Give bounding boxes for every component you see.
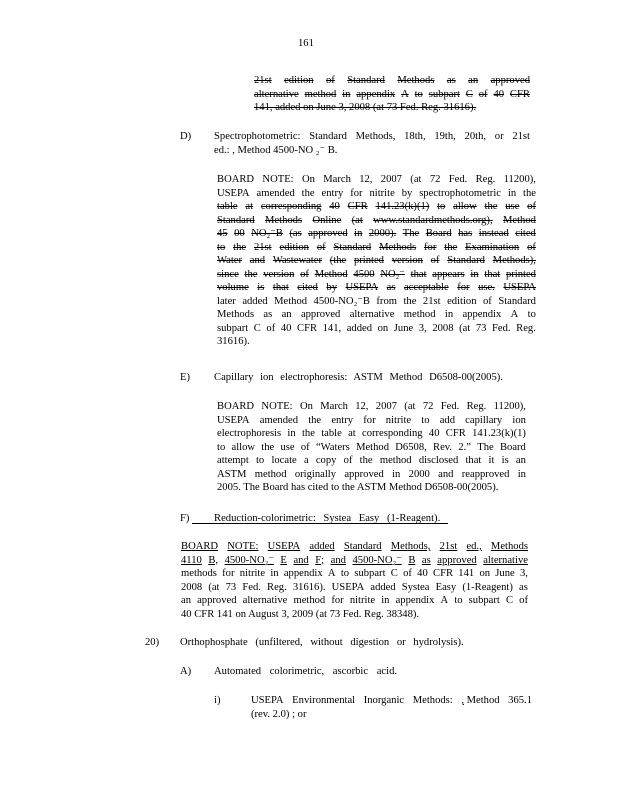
item-f-text: Reduction-colorimetric: Systea Easy (1-Reagent). bbox=[214, 513, 441, 524]
note-f-line: BOARD NOTE: USEPA added Standard Methods, 21st ed., Methods bbox=[181, 541, 528, 552]
note-d-line: to the 21st edition of Standard Methods for the Examination of bbox=[217, 241, 536, 253]
note-f-line: methods for nitrite in appendix A to subpart C of 40 CFR 141 on June 3, bbox=[181, 568, 528, 579]
note-e-line: to allow the use of “Waters Method D6508, Rev. 2.” The Board bbox=[217, 441, 526, 453]
item-d-line2: ed.: , Method 4500-NO ₂⁻ B. bbox=[214, 145, 338, 156]
top-block-line: 141, added on June 3, 2008 (at 73 Fed. Reg. 31616). bbox=[254, 102, 477, 113]
item-20a-i-line1: USEPA Environmental Inorganic Methods: , Method 365.1 bbox=[251, 695, 532, 706]
note-d-line: volume is that cited by USEPA as acceptable for use. USEPA bbox=[217, 282, 536, 293]
item-d-marker: D) bbox=[180, 131, 192, 142]
note-e-line: USEPA amended the entry for nitrite to add capillary ion bbox=[217, 414, 526, 426]
note-f-line: 40 CFR 141 on August 3, 2009 (at 73 Fed. Reg. 38348). bbox=[181, 608, 420, 620]
note-d-line: Methods as an approved alternative method in appendix A to bbox=[217, 309, 536, 320]
top-block-line: 21st edition of Standard Methods as an approved bbox=[254, 75, 530, 86]
note-e-line: 2005. The Board has cited to the ASTM Method D6508-00(2005). bbox=[217, 482, 499, 493]
item-20a-i-marker: i) bbox=[214, 695, 221, 706]
page-number: 161 bbox=[298, 38, 314, 49]
note-f-line: an approved alternative method for nitrite in appendix A to subpart C of bbox=[181, 595, 528, 606]
note-d-line: Water and Wastewater (the printed version of Standard Methods), bbox=[217, 255, 536, 266]
item-e-marker: E) bbox=[180, 372, 190, 383]
note-e-line: electrophoresis in the table at corresponding 40 CFR 141.23(k)(1) bbox=[217, 428, 526, 439]
note-f-line: 4110 B, 4500-NO₂⁻ E and F; and 4500-NO₂⁻ B as approved alternative bbox=[181, 554, 528, 566]
note-d-line: 31616). bbox=[217, 336, 250, 347]
note-e-line: attempt to locate a copy of the method disclosed that it is an bbox=[217, 455, 526, 466]
item-20-text: Orthophosphate (unfiltered, without digestion or hydrolysis). bbox=[180, 637, 464, 648]
item-20-marker: 20) bbox=[145, 637, 160, 648]
item-20a-text: Automated colorimetric, ascorbic acid. bbox=[214, 666, 398, 677]
note-e-line: BOARD NOTE: On March 12, 2007 (at 72 Fed. Reg. 11200), bbox=[217, 401, 526, 412]
item-20a-marker: A) bbox=[180, 666, 192, 677]
note-d-line: 45 00 NO₂⁻B (as approved in 2000). The Board has instead cited bbox=[217, 228, 536, 239]
note-d-line: subpart C of 40 CFR 141, added on June 3, 2008 (at 73 Fed. Reg. bbox=[217, 322, 536, 334]
note-d-line: later added Method 4500-NO₂⁻B from the 21st edition of Standard bbox=[217, 295, 536, 307]
top-block-line: alternative method in appendix A to subpart C of 40 CFR bbox=[254, 88, 530, 100]
item-f-marker: F) bbox=[180, 513, 190, 524]
note-f-line: 2008 (at 73 Fed. Reg. 31616). USEPA added Systea Easy (1-Reagent) as bbox=[181, 581, 528, 593]
note-d-line: USEPA amended the entry for nitrite by spectrophotometric in the bbox=[217, 187, 536, 199]
item-20a-i-line2: (rev. 2.0) ; or bbox=[251, 709, 307, 720]
item-e-text: Capillary ion electrophoresis: ASTM Method D6508-00(2005). bbox=[214, 372, 503, 383]
note-d-line: Standard Methods Online (at www.standardmethods.org), Method bbox=[217, 214, 536, 226]
note-d-line: BOARD NOTE: On March 12, 2007 (at 72 Fed. Reg. 11200), bbox=[217, 174, 536, 185]
item-d-line1: Spectrophotometric: Standard Methods, 18th, 19th, 20th, or 21st bbox=[214, 131, 530, 142]
note-e-line: ASTM method originally approved in 2000 and reapproved in bbox=[217, 468, 526, 480]
note-d-line: since the version of Method 4500 NO₂⁻ that appears in that printed bbox=[217, 268, 536, 280]
note-d-line: table at corresponding 40 CFR 141.23(k)(1) to allow the use of bbox=[217, 201, 536, 212]
